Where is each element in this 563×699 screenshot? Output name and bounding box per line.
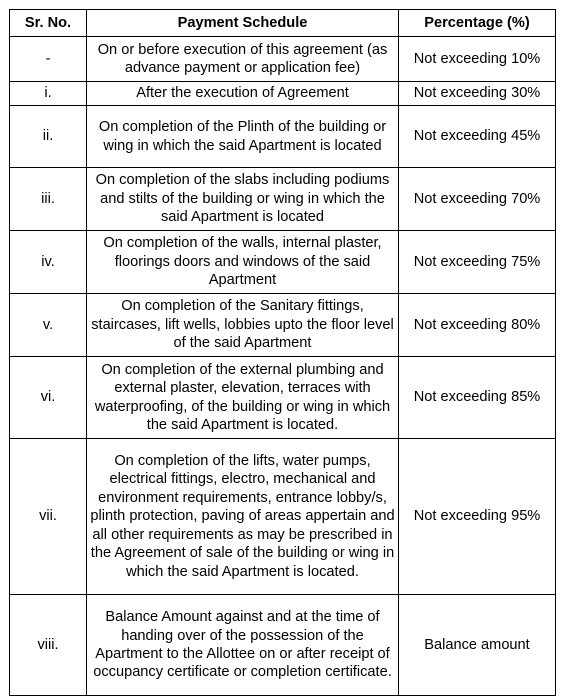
table-row (10, 82, 556, 106)
schedule-cell: On completion of the slabs including podiums and stilts of the building or wing in which the said Apartment is located (87, 168, 399, 231)
sr-no-cell: iv. (10, 231, 87, 294)
header-row (10, 10, 556, 37)
table-row (10, 595, 556, 696)
sr-no-cell: iii. (10, 168, 87, 231)
sr-no-cell: viii. (10, 595, 87, 696)
table-row (10, 439, 556, 595)
payment-schedule-table (9, 9, 556, 696)
table-row (10, 106, 556, 168)
percentage-cell: Not exceeding 85% (399, 357, 556, 439)
table-row (10, 37, 556, 82)
table-row (10, 294, 556, 357)
percentage-cell: Not exceeding 75% (399, 231, 556, 294)
percentage-cell: Not exceeding 95% (399, 439, 556, 595)
schedule-cell: On completion of the lifts, water pumps, electrical fittings, electro, mechanical and environment requirements, entrance lobby/s, plinth protection, paving of areas appertain and all other requirements as may be prescribed in the Agreement of sale of the building or wing in which the said Apartment is located. (87, 439, 399, 595)
schedule-cell: On completion of the external plumbing and external plaster, elevation, terraces with waterproofing, of the building or wing in which the said Apartment is located. (87, 357, 399, 439)
percentage-cell: Not exceeding 45% (399, 106, 556, 168)
schedule-cell: After the execution of Agreement (87, 82, 399, 106)
sr-no-cell: i. (10, 82, 87, 106)
sr-no-cell: - (10, 37, 87, 82)
header-percentage: Percentage (%) (399, 10, 556, 37)
sr-no-cell: vi. (10, 357, 87, 439)
schedule-cell: On or before execution of this agreement (as advance payment or application fee) (87, 37, 399, 82)
sr-no-cell: ii. (10, 106, 87, 168)
percentage-cell: Not exceeding 70% (399, 168, 556, 231)
table-row (10, 231, 556, 294)
percentage-cell: Not exceeding 80% (399, 294, 556, 357)
schedule-cell: On completion of the walls, internal plaster, floorings doors and windows of the said Apartment (87, 231, 399, 294)
percentage-cell: Balance amount (399, 595, 556, 696)
sr-no-cell: v. (10, 294, 87, 357)
sr-no-cell: vii. (10, 439, 87, 595)
percentage-cell: Not exceeding 10% (399, 37, 556, 82)
percentage-cell: Not exceeding 30% (399, 82, 556, 106)
schedule-cell: On completion of the Sanitary fittings, staircases, lift wells, lobbies upto the floor level of the said Apartment (87, 294, 399, 357)
table-row (10, 168, 556, 231)
table-row (10, 357, 556, 439)
schedule-cell: Balance Amount against and at the time of handing over of the possession of the Apartment to the Allottee on or after receipt of occupancy certificate or completion certificate. (87, 595, 399, 696)
schedule-cell: On completion of the Plinth of the building or wing in which the said Apartment is located (87, 106, 399, 168)
header-payment-schedule: Payment Schedule (87, 10, 399, 37)
header-sr-no: Sr. No. (10, 10, 87, 37)
